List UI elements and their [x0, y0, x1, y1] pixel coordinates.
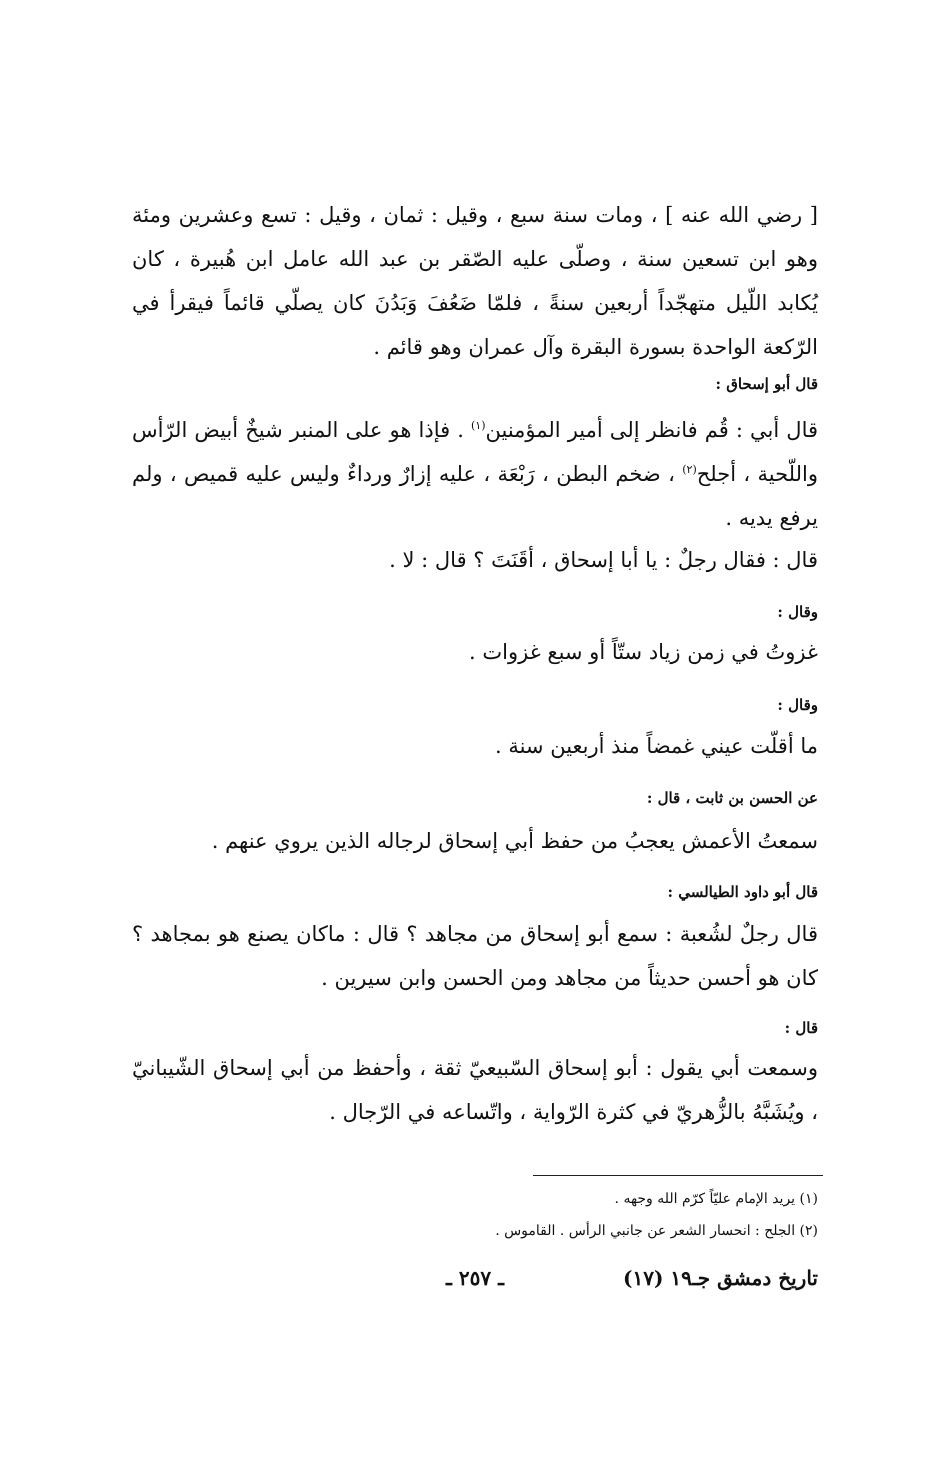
heading-abu-ishaq: قال أبو إسحاق :: [715, 375, 818, 393]
paragraph-qunut-question: قال : فقال رجلٌ : يا أبا إسحاق ، أقَنَتَ ؟ قال : لا .: [389, 548, 818, 572]
footnote-ref-2: (٢): [682, 463, 697, 476]
book-title: تاريخ دمشق جـ١٩ (١٧): [623, 1266, 818, 1290]
paragraph-sleep: ما أقلّت عيني غمضاً منذ أربعين سنة .: [494, 734, 818, 758]
text-segment: ، ضخم البطن ، رَبْعَة ، عليه إزارٌ ورداءٌ وليس عليه قميص ، ولم يرفع يديه .: [132, 462, 818, 530]
page-number: ـ ٢٥٧ ـ: [446, 1266, 504, 1290]
paragraph-shuba-mujahid: قال رجلٌ لشُعبة : سمع أبو إسحاق من مجاهد ؟ قال : ماكان يصنع هو بمجاهد ؟ كان هو أحسن حديثاً من مجاهد ومن الحسن وابن سيرين .: [132, 922, 818, 990]
heading-abu-dawud: قال أبو داود الطيالسي :: [667, 883, 818, 901]
footnote-1: (١) يريد الإمام عليّاً كرّم الله وجهه .: [614, 1191, 818, 1207]
paragraph-death-prayer: [ رضي الله عنه ] ، ومات سنة سبع ، وقيل : ثمان ، وقيل : تسع وعشرين ومئة وهو ابن تسعين سنة ، وصلّى عليه الصّقر بن عبد الله عامل ابن هُبيرة ، كان يُكابد اللّيل متهجّداً أربعين سنةً ، فلمّا ضَعُفَ وَبَدُنَ كان يصلّي قائماً فيقرأ في الرّكعة الواحدة بسورة البقرة وآل عمران وهو قائم .: [132, 203, 818, 359]
paragraph-ghazawat: غزوتُ في زمن زياد ستّاً أو سبع غزوات .: [469, 640, 818, 664]
paragraph-sabii-thiqa: وسمعت أبي يقول : أبو إسحاق السّبيعيّ ثقة ، وأحفظ من أبي إسحاق الشّيبانيّ ، ويُشَبَّهُ بالزُّهريّ في كثرة الرّواية ، واتّساعه في الرّجال .: [132, 1056, 818, 1124]
paragraph-amir-description: [132, 408, 818, 540]
heading-wa-qal-1: وقال :: [777, 603, 818, 621]
text-segment: قال أبي : قُم فانظر إلى أمير المؤمنين: [485, 418, 819, 442]
text-segment: . فإذا هو على المنبر شيخٌ أبيض الرّأس واللّحية ، أجلح: [132, 418, 818, 486]
footnote-ref-1: (١): [471, 419, 486, 432]
page-footer: [132, 1266, 818, 1296]
heading-wa-qal-2: وقال :: [777, 696, 818, 714]
footnote-separator: [533, 1175, 823, 1176]
heading-hasan-ibn-thabit: عن الحسن بن ثابت ، قال :: [646, 789, 818, 807]
heading-qal: قال :: [784, 1019, 818, 1037]
footnote-2: (٢) الجلح : انحسار الشعر عن جانبي الرأس . القاموس .: [495, 1223, 818, 1239]
paragraph-amash: سمعتُ الأعمش يعجبُ من حفظ أبي إسحاق لرجاله الذين يروي عنهم .: [211, 829, 818, 853]
